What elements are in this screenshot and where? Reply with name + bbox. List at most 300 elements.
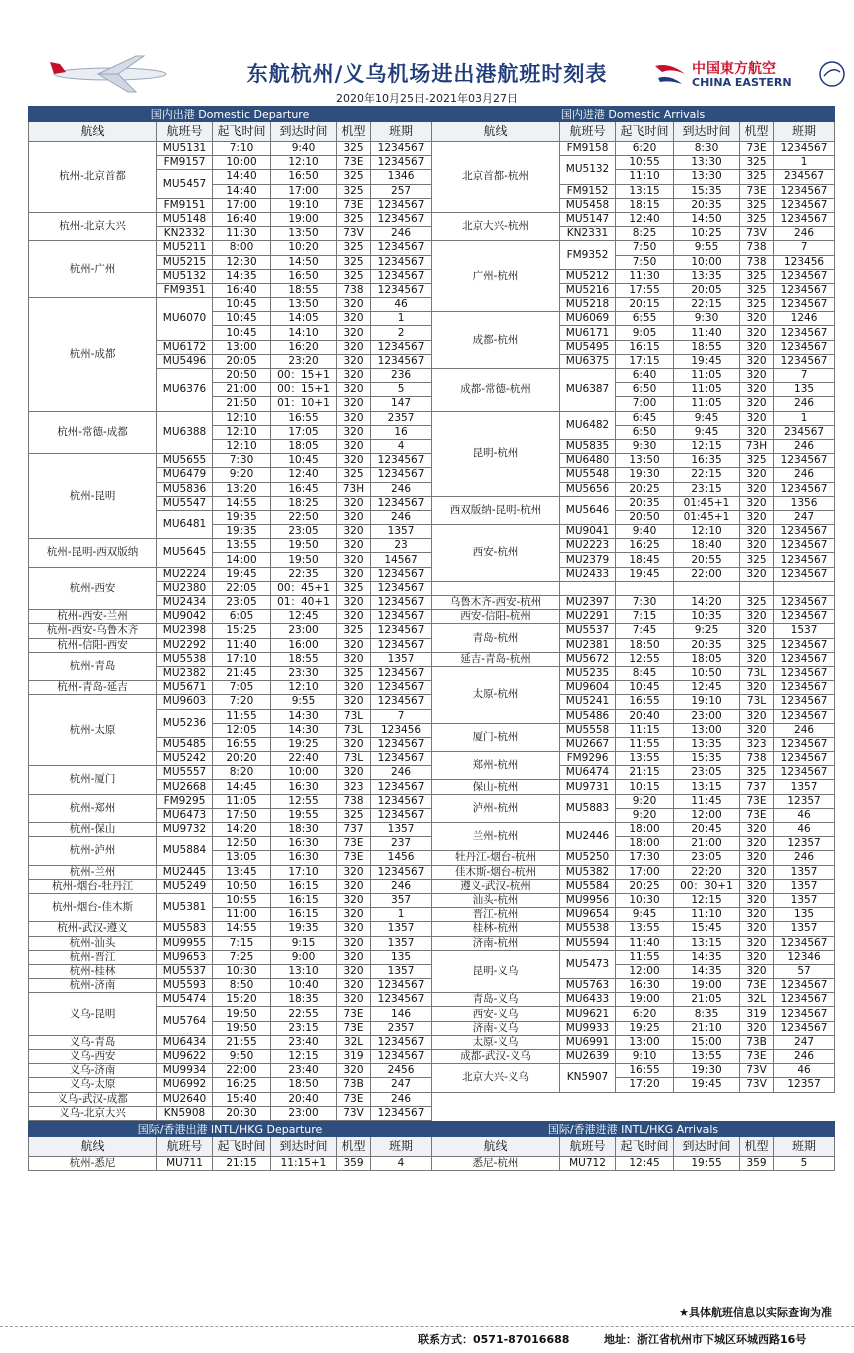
route-cell: 北京大兴-义乌 [432,1064,560,1092]
aircraft-cell: 320 [337,681,371,695]
dep-time-cell: 13:20 [213,482,271,496]
arr-time-cell: 20:40 [271,1092,337,1106]
column-header: 起飞时间 [213,122,271,142]
column-header: 到达时间 [271,1137,337,1157]
arr-time-cell: 18:50 [271,1078,337,1092]
flight-no-cell: MU9933 [560,1021,616,1035]
dep-time-cell: 20:20 [213,752,271,766]
dep-time-cell: 16:40 [213,283,271,297]
dep-time-cell: 11:40 [616,936,674,950]
arr-time-cell: 19:30 [674,1064,740,1078]
arr-time-cell: 12:45 [674,681,740,695]
header-row [29,1137,432,1157]
flight-no-cell: MU9934 [157,1064,213,1078]
days-cell: 1234567 [371,581,432,595]
route-cell: 昆明-义乌 [432,950,560,993]
dep-time-cell: 20:15 [616,298,674,312]
dep-time-cell: 20:40 [616,709,674,723]
arr-time-cell: 10:20 [271,241,337,255]
dep-time-cell: 19:35 [213,510,271,524]
table-row [432,596,835,610]
aircraft-cell: 73E [740,1050,774,1064]
arr-time-cell: 16:45 [271,482,337,496]
days-cell: 1234567 [371,610,432,624]
table-row [432,823,835,837]
days-cell: 1234567 [371,1050,432,1064]
days-cell: 14567 [371,553,432,567]
arr-time-cell: 18:05 [674,652,740,666]
flight-no-cell: MU6481 [157,510,213,538]
dep-time-cell: 15:20 [213,993,271,1007]
aircraft-cell: 323 [337,780,371,794]
table-row [432,851,835,865]
dep-time-cell: 12:05 [213,723,271,737]
days-cell: 247 [371,1078,432,1092]
aircraft-cell: 320 [337,383,371,397]
dep-time-cell: 20:25 [616,879,674,893]
dep-time-cell [616,581,674,595]
arr-time-cell: 00：30+1 [674,879,740,893]
flight-no-cell: MU5558 [560,723,616,737]
arrival-table [431,106,835,1093]
aircraft-cell: 320 [337,411,371,425]
dep-time-cell: 11:30 [616,269,674,283]
days-cell: 1234567 [774,1007,835,1021]
column-header: 到达时间 [674,122,740,142]
arr-time-cell: 9:45 [674,425,740,439]
dep-time-cell: 12:45 [616,1157,674,1171]
days-cell: 1234567 [371,638,432,652]
aircraft-cell: 320 [740,1021,774,1035]
flight-no-cell: MU5458 [560,198,616,212]
dep-time-cell: 20:30 [213,1106,271,1120]
dep-time-cell: 9:05 [616,326,674,340]
aircraft-cell: 320 [740,539,774,553]
arr-time-cell: 19:00 [674,979,740,993]
swallow-logo-icon [652,56,688,92]
dep-time-cell: 15:40 [213,1092,271,1106]
arr-time-cell: 00：15+1 [271,383,337,397]
dep-time-cell: 17:30 [616,851,674,865]
table-row [29,454,432,468]
days-cell: 1234567 [371,454,432,468]
days-cell: 1357 [774,865,835,879]
days-cell: 146 [371,1007,432,1021]
route-cell: 杭州-桂林 [29,964,157,978]
table-row [29,298,432,312]
dep-time-cell: 17:00 [616,865,674,879]
arr-time-cell: 22:40 [271,752,337,766]
flight-no-cell: MU711 [157,1157,213,1171]
header-row [432,122,835,142]
aircraft-cell: 320 [740,354,774,368]
arr-time-cell: 13:00 [674,723,740,737]
aircraft-cell: 320 [740,964,774,978]
arr-time-cell: 19:00 [271,212,337,226]
flight-no-cell: MU9731 [560,780,616,794]
days-cell: 247 [774,1035,835,1049]
dep-time-cell: 14:35 [213,269,271,283]
arr-time-cell: 12:10 [271,156,337,170]
days-cell: 1234567 [774,454,835,468]
days-cell: 1357 [774,879,835,893]
arr-time-cell: 23:05 [674,766,740,780]
days-cell: 1234567 [371,255,432,269]
flight-no-cell: MU5495 [560,340,616,354]
column-header: 航线 [29,1137,157,1157]
days-cell: 1234567 [774,340,835,354]
table-row [29,837,432,851]
days-cell [774,581,835,595]
dep-time-cell: 21:15 [213,1157,271,1171]
flight-no-cell: FM9295 [157,794,213,808]
arr-time-cell: 14:30 [271,723,337,737]
arr-time-cell: 14:30 [271,709,337,723]
column-header: 航班号 [157,122,213,142]
dep-time-cell: 8:20 [213,766,271,780]
arr-time-cell: 22:35 [271,567,337,581]
route-cell: 杭州-郑州 [29,794,157,822]
dep-time-cell: 19:45 [616,567,674,581]
days-cell: 123456 [371,723,432,737]
aircraft-cell: 320 [740,312,774,326]
flight-no-cell: MU6388 [157,411,213,454]
column-header: 机型 [740,1137,774,1157]
table-row [29,539,432,553]
table-row [29,794,432,808]
days-cell: 4 [371,1157,432,1171]
days-cell: 1234567 [774,936,835,950]
table-row [432,496,835,510]
aircraft-cell: 325 [740,212,774,226]
aircraft-cell: 325 [337,666,371,680]
route-cell: 杭州-武汉-遵义 [29,922,157,936]
aircraft-cell: 320 [740,383,774,397]
table-row [29,1078,432,1092]
flight-no-cell: MU9041 [560,525,616,539]
aircraft-cell: 320 [740,837,774,851]
arr-time-cell: 21:05 [674,993,740,1007]
aircraft-cell: 320 [740,823,774,837]
route-cell: 杭州-青岛 [29,652,157,680]
route-cell: 杭州-济南 [29,979,157,993]
aircraft-cell: 325 [740,766,774,780]
days-cell: 2357 [371,1021,432,1035]
intl-arrival-title: 国际/香港进港 INTL/HKG Arrivals [432,1122,835,1137]
days-cell: 1234567 [774,1021,835,1035]
days-cell: 1357 [774,922,835,936]
aircraft-cell: 325 [337,468,371,482]
days-cell: 1234567 [371,354,432,368]
arr-time-cell: 9:45 [674,411,740,425]
dep-time-cell: 12:40 [616,212,674,226]
arr-time-cell: 11:45 [674,794,740,808]
flight-no-cell: FM9296 [560,752,616,766]
days-cell: 1234567 [371,567,432,581]
flight-no-cell: MU5547 [157,496,213,510]
arr-time-cell: 12:40 [271,468,337,482]
route-cell: 济南-义乌 [432,1021,560,1035]
days-cell: 5 [371,383,432,397]
contact-phone: 联系方式：0571-87016688 [418,1333,570,1346]
column-header: 航班号 [560,1137,616,1157]
table-row [29,1050,432,1064]
table-row [432,411,835,425]
arr-time-cell: 18:30 [271,823,337,837]
table-row [432,610,835,624]
arr-time-cell: 22:00 [674,567,740,581]
route-cell: 太原-杭州 [432,666,560,723]
aircraft-cell: 325 [337,808,371,822]
arr-time-cell: 23:00 [674,709,740,723]
arr-time-cell: 9:55 [674,241,740,255]
flight-no-cell: MU5584 [560,879,616,893]
flight-no-cell: MU6172 [157,340,213,354]
days-cell: 12357 [774,1078,835,1092]
days-cell: 246 [774,468,835,482]
arr-time-cell: 21:00 [674,837,740,851]
flight-no-cell: MU5241 [560,695,616,709]
days-cell: 1234567 [774,539,835,553]
dep-time-cell: 7:20 [213,695,271,709]
flight-no-cell: MU9603 [157,695,213,709]
flight-no-cell: MU9042 [157,610,213,624]
dep-time-cell: 16:30 [616,979,674,993]
flight-no-cell: MU5883 [560,794,616,822]
column-header: 班期 [774,122,835,142]
aircraft-cell: 73E [337,837,371,851]
arr-time-cell: 13:30 [674,156,740,170]
arr-time-cell: 13:35 [674,269,740,283]
aircraft-cell: 320 [740,525,774,539]
days-cell: 1537 [774,624,835,638]
arr-time-cell: 10:25 [674,227,740,241]
aircraft-cell: 325 [337,184,371,198]
route-cell: 济南-杭州 [432,936,560,950]
dep-time-cell: 9:30 [616,439,674,453]
days-cell: 23 [371,539,432,553]
table-row [432,581,835,595]
arr-time-cell: 20:35 [674,198,740,212]
aircraft-cell: 320 [337,865,371,879]
flight-no-cell: MU5485 [157,737,213,751]
flight-no-cell: MU6473 [157,808,213,822]
aircraft-cell: 320 [740,482,774,496]
flight-no-cell: MU5381 [157,893,213,921]
header-row [432,1137,835,1157]
aircraft-cell: 320 [740,468,774,482]
dep-time-cell: 20:50 [213,369,271,383]
table-row [29,1064,432,1078]
days-cell: 1357 [774,780,835,794]
arr-time-cell: 12:10 [271,681,337,695]
flight-no-cell: MU5594 [560,936,616,950]
arrival-side [431,106,834,1093]
days-cell: 1234567 [774,979,835,993]
arr-time-cell: 9:15 [271,936,337,950]
table-row [432,1064,835,1078]
route-cell: 晋江-杭州 [432,908,560,922]
table-row [29,638,432,652]
flight-no-cell: KN2332 [157,227,213,241]
flight-no-cell: MU5583 [157,922,213,936]
dep-time-cell: 14:45 [213,780,271,794]
arr-time-cell: 18:55 [674,340,740,354]
flight-no-cell: MU6480 [560,454,616,468]
days-cell: 1357 [371,823,432,837]
table-row [29,652,432,666]
route-cell: 西安-杭州 [432,525,560,582]
arr-time-cell: 8:30 [674,142,740,156]
aircraft-cell: 73V [740,1064,774,1078]
route-cell: 杭州-昆明 [29,454,157,539]
table-row [432,1035,835,1049]
aircraft-cell: 320 [337,737,371,751]
aircraft-cell: 320 [337,893,371,907]
flight-no-cell: MU2380 [157,581,213,595]
flight-no-cell: MU5236 [157,709,213,737]
dep-time-cell: 21:00 [213,383,271,397]
aircraft-cell: 319 [337,1050,371,1064]
aircraft-cell: 738 [740,255,774,269]
arr-time-cell: 16:30 [271,780,337,794]
aircraft-cell: 73V [337,1106,371,1120]
aircraft-cell: 320 [740,610,774,624]
column-header: 起飞时间 [616,122,674,142]
route-cell: 乌鲁木齐-西安-杭州 [432,596,560,610]
dep-time-cell: 19:00 [616,993,674,1007]
aircraft-cell: 325 [337,581,371,595]
flight-no-cell: MU5645 [157,539,213,567]
aircraft-cell: 320 [337,510,371,524]
route-cell: 杭州-西安-兰州 [29,610,157,624]
days-cell: 1234567 [371,794,432,808]
arr-time-cell: 16:50 [271,170,337,184]
flight-no-cell: MU5672 [560,652,616,666]
route-cell: 杭州-北京大兴 [29,212,157,240]
aircraft-cell: 320 [337,964,371,978]
days-cell: 246 [371,510,432,524]
dep-time-cell: 11:05 [213,794,271,808]
arrival-section-title: 国内进港 Domestic Arrivals [432,107,835,122]
route-cell: 义乌-武汉-成都 [29,1092,157,1106]
flight-no-cell: MU2639 [560,1050,616,1064]
dep-time-cell: 12:50 [213,837,271,851]
aircraft-cell: 325 [337,624,371,638]
dep-time-cell: 18:00 [616,823,674,837]
table-row [432,624,835,638]
dep-time-cell: 7:15 [616,610,674,624]
aircraft-cell: 325 [337,255,371,269]
dep-time-cell: 11:55 [616,950,674,964]
departure-section-title: 国内出港 Domestic Departure [29,107,432,122]
arr-time-cell: 19:45 [674,354,740,368]
aircraft-cell: 320 [337,695,371,709]
dep-time-cell: 9:20 [616,794,674,808]
aircraft-cell: 325 [740,170,774,184]
table-row [29,964,432,978]
table-row [432,241,835,255]
arr-time-cell: 19:55 [674,1157,740,1171]
arr-time-cell: 11:10 [674,908,740,922]
dep-time-cell: 13:55 [616,922,674,936]
aircraft-cell: 320 [740,369,774,383]
aircraft-cell: 325 [740,269,774,283]
arr-time-cell: 11:05 [674,397,740,411]
dep-time-cell: 12:55 [616,652,674,666]
address: 地址：浙江省杭州市下城区环城西路16号 [604,1333,807,1346]
flight-no-cell: MU2667 [560,737,616,751]
aircraft-cell: 320 [337,525,371,539]
flight-no-cell: MU2640 [157,1092,213,1106]
flight-no-cell: MU9956 [560,893,616,907]
flight-no-cell: MU5763 [560,979,616,993]
aircraft-cell: 320 [337,936,371,950]
days-cell: 1234567 [371,241,432,255]
dep-time-cell: 19:50 [213,1007,271,1021]
aircraft-cell: 325 [337,142,371,156]
aircraft-cell: 320 [337,766,371,780]
route-cell: 杭州-北京首都 [29,142,157,213]
flight-no-cell: MU9653 [157,950,213,964]
route-cell: 杭州-青岛-延吉 [29,681,157,695]
dep-time-cell: 21:45 [213,666,271,680]
aircraft-cell: 320 [740,851,774,865]
aircraft-cell: 325 [337,212,371,226]
days-cell: 1234567 [371,142,432,156]
flight-no-cell: MU2668 [157,780,213,794]
flight-no-cell: MU5148 [157,212,213,226]
days-cell: 1 [774,411,835,425]
days-cell: 1234567 [774,610,835,624]
arr-time-cell: 19:50 [271,539,337,553]
dep-time-cell: 19:30 [616,468,674,482]
table-row [29,979,432,993]
arr-time-cell: 15:35 [674,752,740,766]
flight-no-cell: MU5132 [157,269,213,283]
dep-time-cell: 13:00 [616,1035,674,1049]
days-cell: 1234567 [774,184,835,198]
days-cell: 234567 [774,170,835,184]
dep-time-cell: 10:55 [616,156,674,170]
aircraft-cell: 320 [337,638,371,652]
flight-no-cell: MU9654 [560,908,616,922]
arr-time-cell: 12:55 [271,794,337,808]
aircraft-cell: 738 [337,283,371,297]
aircraft-cell: 320 [740,922,774,936]
arr-time-cell [674,581,740,595]
dep-time-cell: 14:55 [213,496,271,510]
arr-time-cell: 10:00 [271,766,337,780]
flight-no-cell: FM9157 [157,156,213,170]
arr-time-cell: 12:10 [674,525,740,539]
dep-time-cell: 9:20 [213,468,271,482]
table-row [29,1157,432,1171]
days-cell: 12357 [774,837,835,851]
header-row [29,122,432,142]
aircraft-cell: 320 [337,298,371,312]
aircraft-cell: 738 [740,752,774,766]
route-cell: 西双版纳-昆明-杭州 [432,496,560,524]
table-row [29,411,432,425]
dep-time-cell: 10:45 [213,312,271,326]
route-cell: 成都-武汉-义乌 [432,1050,560,1064]
dep-time-cell: 14:40 [213,170,271,184]
days-cell: 1356 [774,496,835,510]
dep-time-cell: 16:55 [213,737,271,751]
dep-time-cell: 7:05 [213,681,271,695]
flight-no-cell: MU2397 [560,596,616,610]
